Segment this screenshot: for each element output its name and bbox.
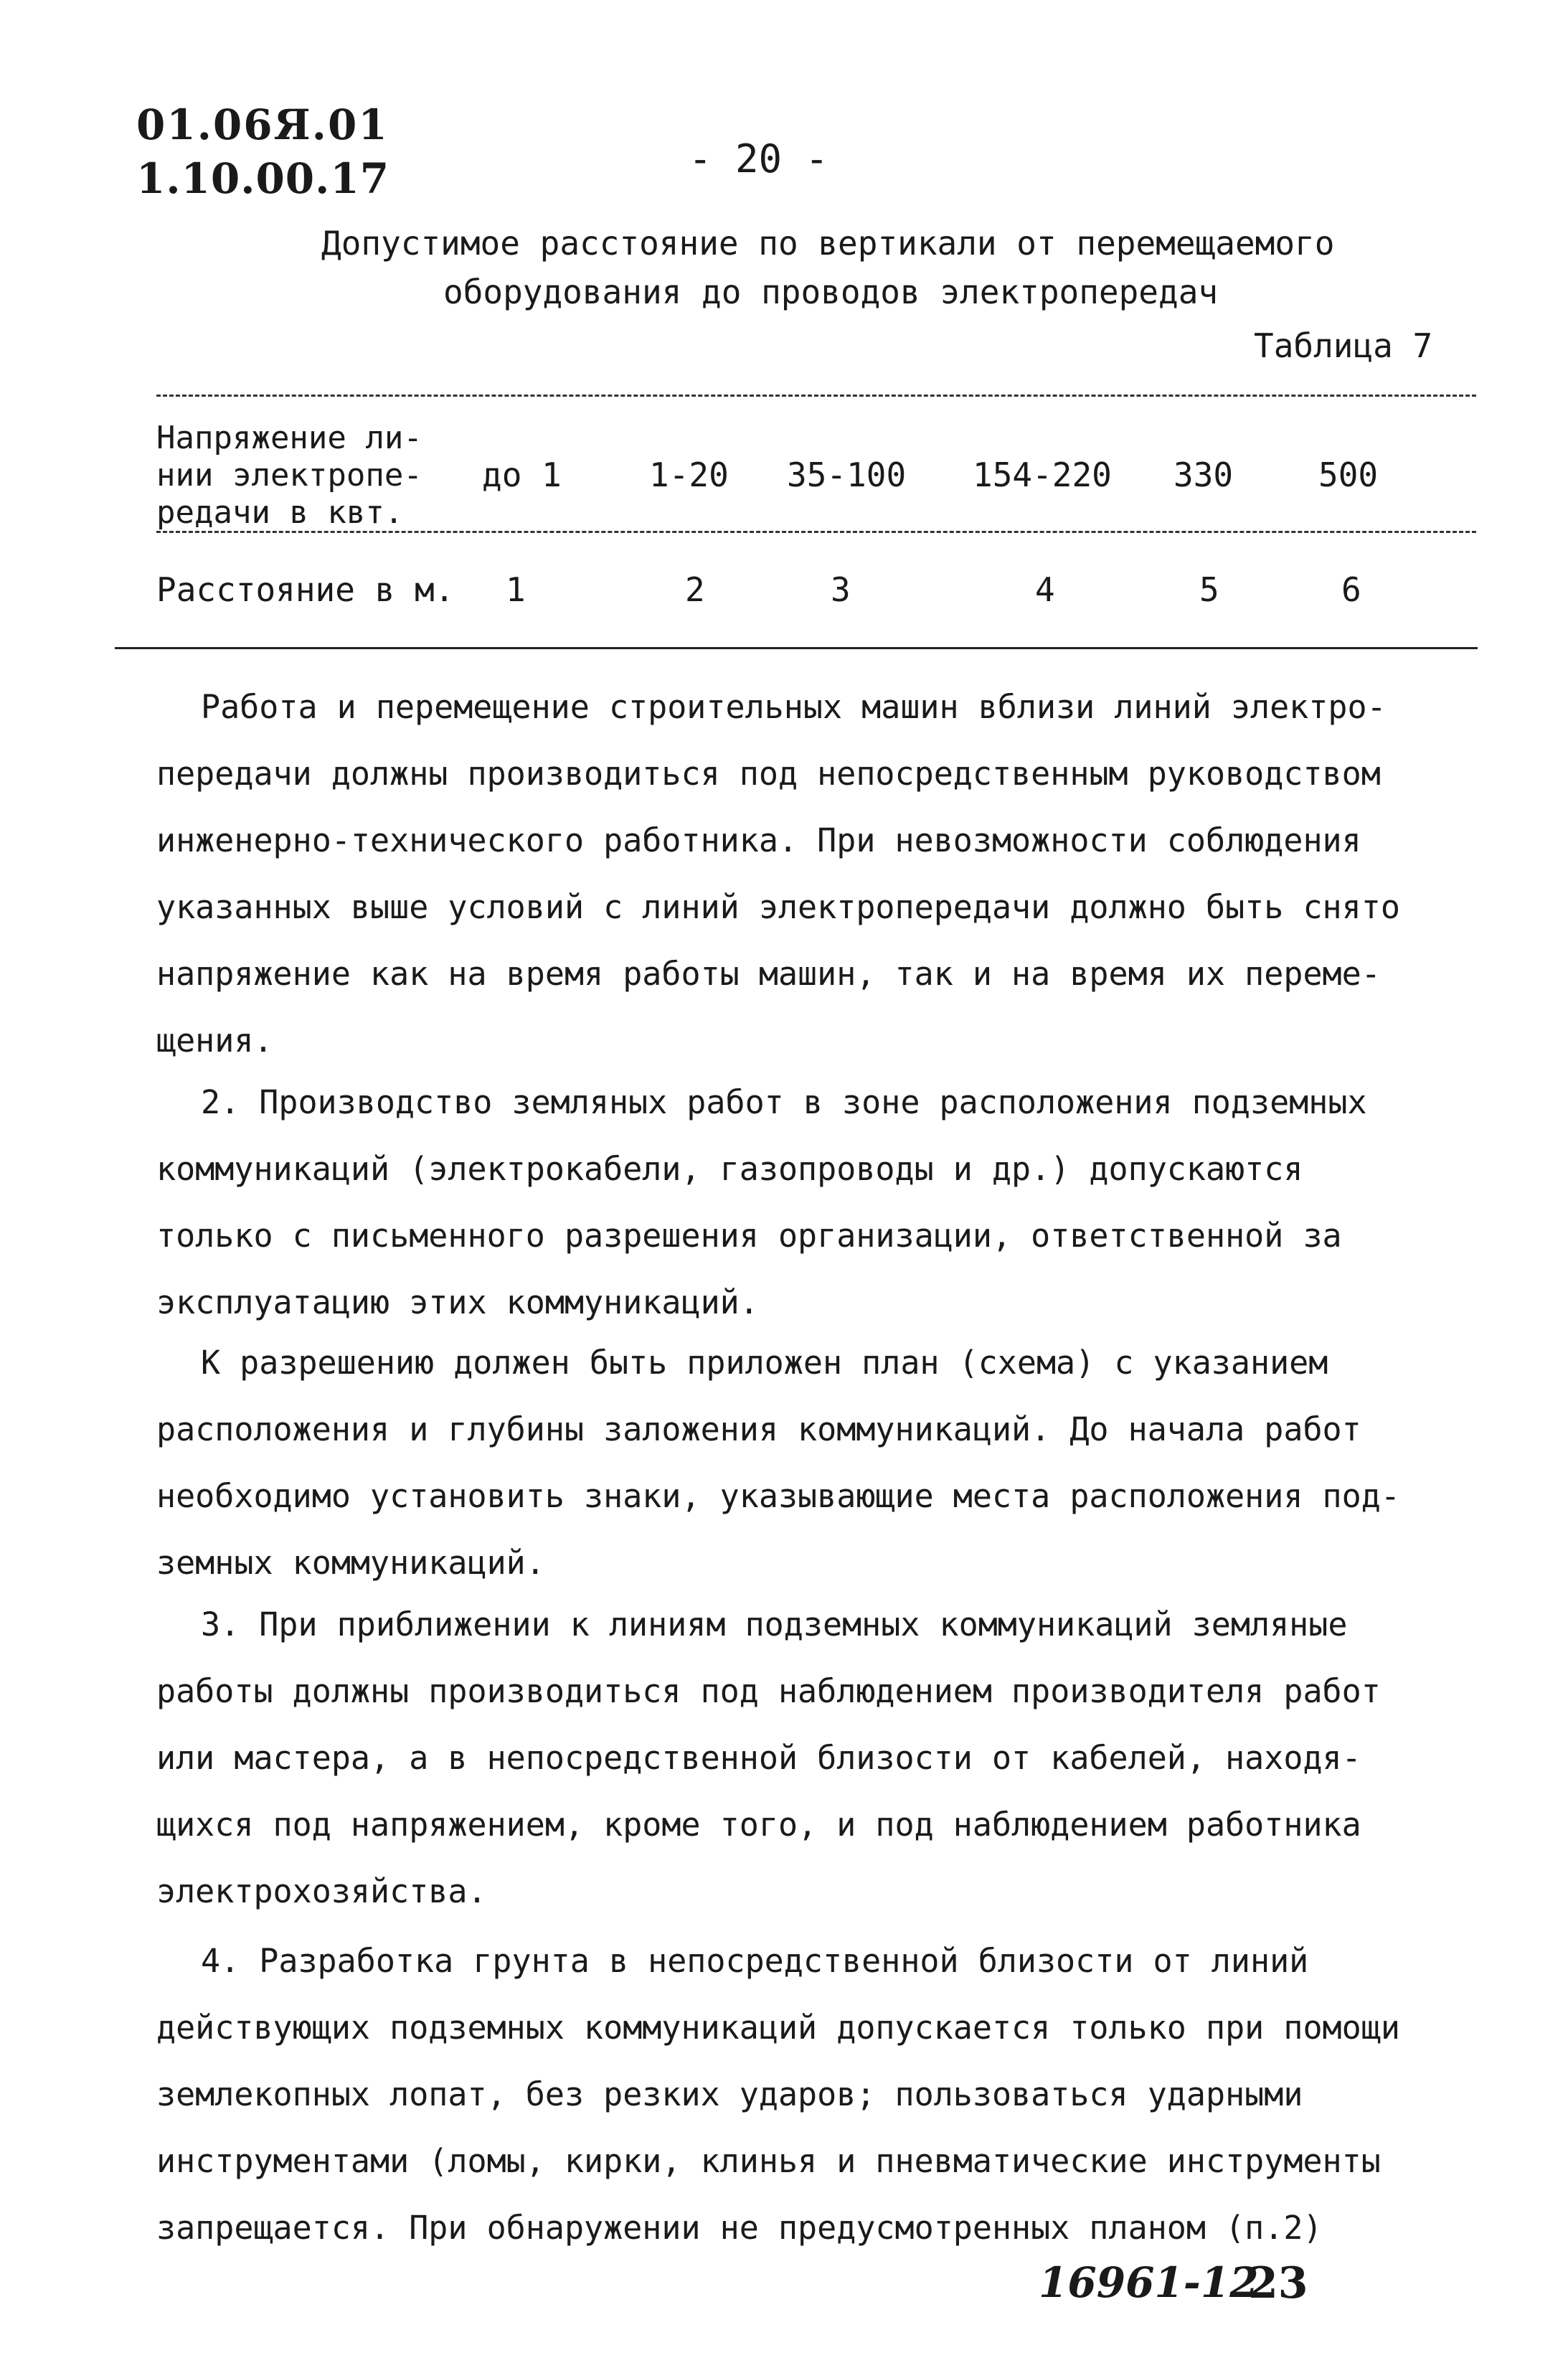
table-header-label-line: Напряжение ли- [156,420,422,456]
table-header-label [156,420,422,532]
table-header-cell: 35-100 [787,456,907,494]
text-line: коммуникаций (электрокабели, газопроводы и др.) допускаются [156,1150,1303,1188]
table-cell: 6 [1341,570,1361,609]
page-number: - 20 - [689,136,829,181]
paragraph-item-3 [156,1591,1476,1925]
table-cell: 3 [831,570,851,609]
text-line: инженерно-технического работника. При невозможности соблюдения [156,821,1361,859]
table-header-label-line: редачи в квт. [156,494,404,531]
text-line: указанных выше условий с линий электропередачи должно быть снято [156,888,1400,926]
paragraph-item-2 [156,1069,1476,1336]
table-cell: 1 [506,570,526,609]
text-line: щихся под напряжением, кроме того, и под наблюдением работника [156,1806,1361,1844]
text-line: 3. При приближении к линиям подземных коммуникаций земляные [201,1605,1348,1643]
table-cell: 5 [1199,570,1219,609]
text-line: только с письменного разрешения организации, ответственной за [156,1217,1342,1255]
text-line: К разрешению должен быть приложен план (схема) с указанием [201,1344,1328,1382]
table-header-cell: 330 [1173,456,1234,494]
table-header-cell: 1-20 [649,456,729,494]
text-line: действующих подземных коммуникаций допускается только при помощи [156,2009,1400,2047]
text-line: или мастера, а в непосредственной близости от кабелей, находя- [156,1739,1361,1777]
table-middle-rule [156,531,1476,533]
table-header-cell: 500 [1318,456,1379,494]
text-line: землекопных лопат, без резких ударов; пользоваться ударными [156,2075,1303,2113]
paragraph-permission-plan [156,1329,1476,1596]
text-line: расположения и глубины заложения коммуникаций. До начала работ [156,1410,1361,1448]
text-line: эксплуатацию этих коммуникаций. [156,1283,759,1321]
handwritten-document-number: 16961-12 [1039,2258,1259,2307]
paragraph-work-near-lines [156,674,1476,1074]
table-title-line-2: оборудования до проводов электропередач [443,273,1219,311]
text-line: инструментами (ломы, кирки, клинья и пневматические инструменты [156,2142,1381,2180]
handwritten-page-number: 23 [1248,2258,1308,2308]
text-line: работы должны производиться под наблюдением производителя работ [156,1672,1381,1710]
text-line: Работа и перемещение строительных машин вблизи линий электро- [201,688,1387,726]
table-cell: 4 [1035,570,1055,609]
table-label: Таблица 7 [1254,326,1433,365]
table-header-cell: до 1 [482,456,562,494]
text-line: передачи должны производиться под непосредственным руководством [156,755,1381,793]
text-line: земных коммуникаций. [156,1544,545,1582]
text-line: 2. Производство земляных работ в зоне расположения подземных [201,1083,1367,1121]
table-row-label: Расстояние в м. [156,570,455,609]
document-code-secondary: 1.10.00.17 [136,154,390,203]
text-line: необходимо установить знаки, указывающие места расположения под- [156,1477,1400,1515]
table-header-label-line: нии электропе- [156,457,422,494]
table-cell: 2 [685,570,705,609]
document-code-primary: 01.06Я.01 [136,100,389,149]
table-title-line-1: Допустимое расстояние по вертикали от перемещаемого [321,224,1335,263]
text-line: электрохозяйства. [156,1872,487,1910]
text-line: щения. [156,1022,273,1060]
text-line: 4. Разработка грунта в непосредственной близости от линий [201,1942,1309,1980]
text-line: запрещается. При обнаружении не предусмотренных планом (п.2) [156,2209,1323,2247]
table-header-cell: 154-220 [973,456,1112,494]
paragraph-item-4 [156,1928,1476,2261]
table-top-rule [156,395,1476,397]
table-bottom-rule [115,647,1478,649]
text-line: напряжение как на время работы машин, так и на время их переме- [156,955,1381,993]
